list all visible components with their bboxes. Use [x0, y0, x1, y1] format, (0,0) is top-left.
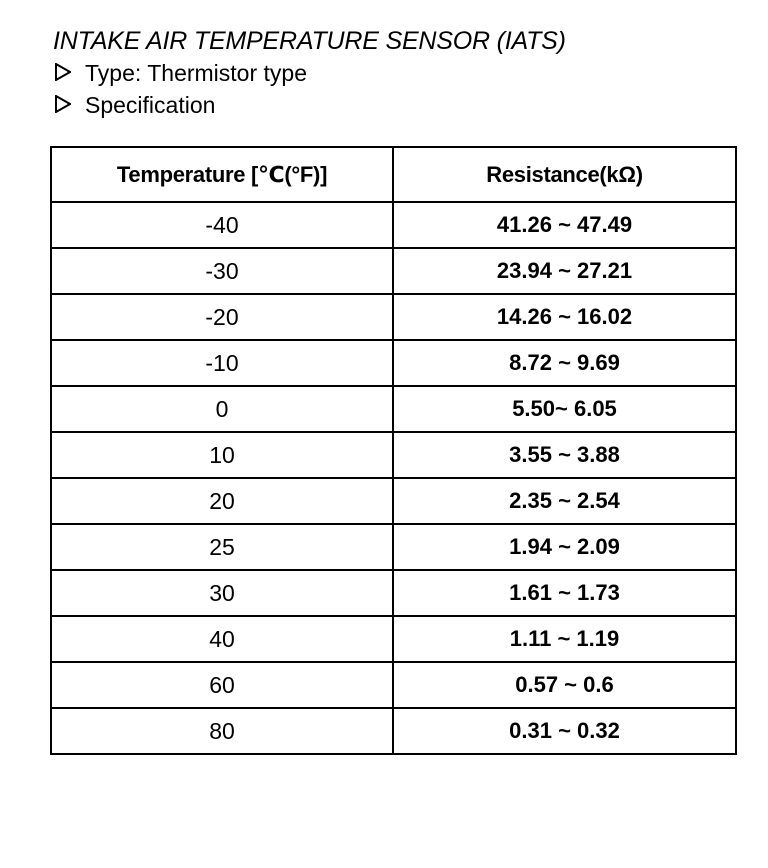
spec-text: Specification — [85, 92, 216, 118]
table-row — [51, 478, 736, 524]
temperature-cell: 80 — [51, 708, 393, 754]
temperature-header: Temperature [℃(°F)] — [51, 147, 393, 202]
temperature-cell: -10 — [51, 340, 393, 386]
resistance-cell: 0.31 ~ 0.32 — [393, 708, 736, 754]
resistance-cell: 0.57 ~ 0.6 — [393, 662, 736, 708]
table-row — [51, 524, 736, 570]
spec-bullet — [55, 92, 215, 119]
temperature-cell: 10 — [51, 432, 393, 478]
table-row — [51, 570, 736, 616]
resistance-cell: 23.94 ~ 27.21 — [393, 248, 736, 294]
type-bullet — [55, 60, 307, 87]
temperature-cell: 40 — [51, 616, 393, 662]
temperature-cell: 25 — [51, 524, 393, 570]
document-title: INTAKE AIR TEMPERATURE SENSOR (IATS) — [53, 27, 566, 55]
temperature-cell: 30 — [51, 570, 393, 616]
table-row — [51, 432, 736, 478]
temperature-cell: -20 — [51, 294, 393, 340]
table-row — [51, 616, 736, 662]
temperature-cell: -30 — [51, 248, 393, 294]
table-row — [51, 202, 736, 248]
resistance-cell: 1.11 ~ 1.19 — [393, 616, 736, 662]
resistance-header: Resistance(kΩ) — [393, 147, 736, 202]
resistance-cell: 5.50~ 6.05 — [393, 386, 736, 432]
table-row — [51, 340, 736, 386]
table-header-row — [51, 147, 736, 202]
resistance-cell: 3.55 ~ 3.88 — [393, 432, 736, 478]
temperature-cell: 60 — [51, 662, 393, 708]
type-text: Type: Thermistor type — [85, 60, 307, 86]
temperature-cell: -40 — [51, 202, 393, 248]
resistance-cell: 8.72 ~ 9.69 — [393, 340, 736, 386]
triangle-right-icon — [55, 92, 71, 119]
table-row — [51, 708, 736, 754]
resistance-cell: 2.35 ~ 2.54 — [393, 478, 736, 524]
resistance-cell: 1.61 ~ 1.73 — [393, 570, 736, 616]
temperature-cell: 20 — [51, 478, 393, 524]
temperature-cell: 0 — [51, 386, 393, 432]
table-row — [51, 662, 736, 708]
table-row — [51, 248, 736, 294]
spec-table — [50, 146, 737, 755]
triangle-right-icon — [55, 60, 71, 87]
resistance-cell: 14.26 ~ 16.02 — [393, 294, 736, 340]
table-row — [51, 294, 736, 340]
resistance-cell: 41.26 ~ 47.49 — [393, 202, 736, 248]
resistance-cell: 1.94 ~ 2.09 — [393, 524, 736, 570]
table-row — [51, 386, 736, 432]
